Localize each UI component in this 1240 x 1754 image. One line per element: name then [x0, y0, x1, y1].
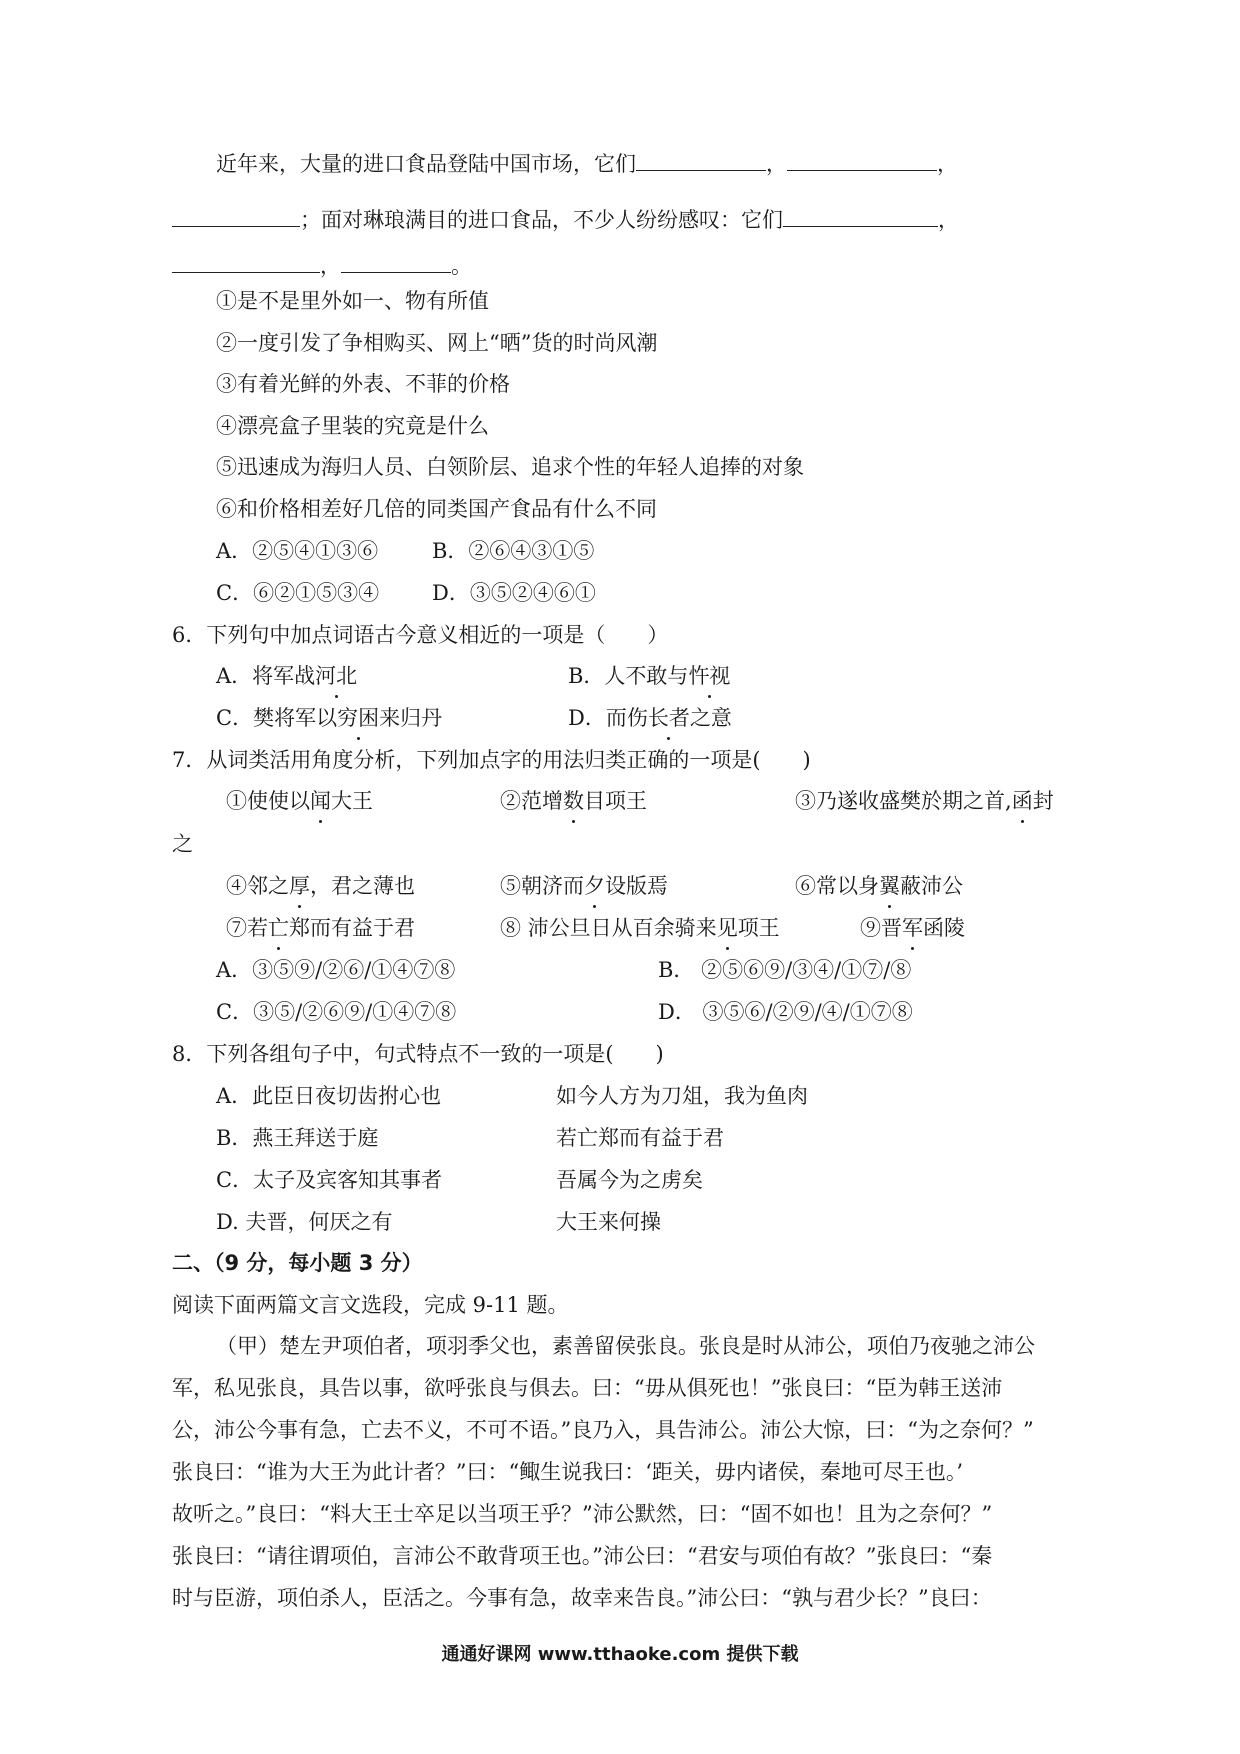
section-2-title: 二、（9 分，每小题 3 分） [172, 1251, 423, 1275]
q6-stem: 6．下列句中加点词语古今意义相近的一项是（ ） [172, 623, 669, 647]
blank-1 [636, 148, 766, 171]
q8-stem: 8．下列各组句子中，句式特点不一致的一项是( ) [172, 1042, 664, 1066]
q8-option-d-right: 大王来何操 [556, 1210, 661, 1234]
blank-5 [172, 250, 320, 273]
passage-line: 故听之。”良曰：“料大王士卒足以当项王乎？”沛公默然，曰：“固不如也！且为之奈何？” [172, 1502, 993, 1526]
q7-item-2: ②范增数目项王 [500, 786, 647, 816]
blank-4 [783, 204, 938, 227]
fill-item: ③有着光鲜的外表、不菲的价格 [216, 372, 510, 396]
q7-option-a: A．③⑤⑨/②⑥/①④⑦⑧ [216, 958, 456, 982]
passage-line: 军，私见张良，具告以事，欲呼张良与俱去。曰：“毋从俱死也！”张良曰：“臣为韩王送沛 [172, 1376, 1003, 1400]
fill-line-1: 近年来，大量的进口食品登陆中国市场，它们 ， ， [216, 148, 958, 179]
passage-line: 公，沛公今事有急，亡去不义，不可不语。”良乃入，具告沛公。沛公大惊，曰：“为之奈何？” [172, 1418, 1034, 1442]
fill-option-c: C．⑥②①⑤③④ [216, 581, 380, 605]
q7-option-c: C．③⑤/②⑥⑨/①④⑦⑧ [216, 1000, 457, 1024]
q7-item-7: ⑦若亡郑而有益于君 [226, 913, 415, 943]
fill-line-3: ， 。 [172, 250, 472, 281]
q7-item-5: ⑤朝济而夕设版焉 [500, 871, 668, 901]
section-2-intro: 阅读下面两篇文言文选段，完成 9-11 题。 [172, 1293, 569, 1317]
q7-item-9: ⑨晋军函陵 [860, 913, 965, 943]
q7-item-8: ⑧ 沛公旦日从百余骑来见项王 [500, 913, 780, 943]
q7-stem: 7．从词类活用角度分析，下列加点字的用法归类正确的一项是( ) [172, 748, 811, 772]
fill-option-a: A．②⑤④①③⑥ [216, 539, 379, 563]
fill-item: ④漂亮盒子里装的究竟是什么 [216, 414, 489, 438]
q6-option-b: B．人不敢与忤视 [568, 661, 730, 691]
q8-option-b-left: B．燕王拜送于庭 [216, 1126, 379, 1150]
q7-item-1: ①使使以闻大王 [226, 786, 373, 816]
fill-item: ⑤迅速成为海归人员、白领阶层、追求个性的年轻人追捧的对象 [216, 455, 804, 479]
blank-6 [341, 250, 451, 273]
q8-option-a-right: 如今人方为刀俎，我为鱼肉 [556, 1084, 808, 1108]
q7-item-3: ③乃遂收盛樊於期之首,函封 [795, 786, 1054, 816]
q8-option-b-right: 若亡郑而有益于君 [556, 1126, 724, 1150]
fill-option-b: B．②⑥④③①⑤ [432, 539, 595, 563]
passage-line: （甲）楚左尹项伯者，项羽季父也，素善留侯张良。张良是时从沛公，项伯乃夜驰之沛公 [216, 1334, 1035, 1358]
q8-option-c-left: C．太子及宾客知其事者 [216, 1168, 443, 1192]
passage-line: 时与臣游，项伯杀人，臣活之。今事有急，故幸来告良。”沛公曰：“孰与君少长？”良曰： [172, 1586, 992, 1610]
q7-option-d: D． ③⑤⑥/②⑨/④/①⑦⑧ [658, 1000, 913, 1024]
q6-option-c: C．樊将军以穷困来归丹 [216, 703, 442, 733]
q8-option-c-right: 吾属今为之虏矣 [556, 1168, 703, 1192]
passage-line: 张良曰：“请往谓项伯，言沛公不敢背项王也。”沛公曰：“君安与项伯有故？”张良曰：“秦 [172, 1544, 993, 1568]
fill-item: ①是不是里外如一、物有所值 [216, 289, 489, 313]
page-footer: 通通好课网 www.tthaoke.com 提供下载 [441, 1644, 799, 1665]
fill-item: ②一度引发了争相购买、网上“晒”货的时尚风潮 [216, 331, 658, 355]
q7-item-4: ④邻之厚，君之薄也 [226, 871, 415, 901]
q6-option-a: A．将军战河北 [216, 661, 357, 691]
q6-option-d: D．而伤长者之意 [568, 703, 732, 733]
passage-line: 张良曰：“谁为大王为此计者？”曰：“鲰生说我曰：‘距关，毋内诸侯，秦地可尽王也。’ [172, 1460, 964, 1484]
q7-option-b: B． ②⑤⑥⑨/③④/①⑦/⑧ [658, 958, 912, 982]
fill-option-d: D．③⑤②④⑥① [432, 581, 596, 605]
fill-line-2: ；面对琳琅满目的进口食品，不少人纷纷感叹：它们 ， [172, 204, 959, 235]
q8-option-d-left: D. 夫晋，何厌之有 [216, 1210, 393, 1234]
fill-item: ⑥和价格相差好几倍的同类国产食品有什么不同 [216, 497, 657, 521]
blank-2 [787, 148, 937, 171]
q7-item-6: ⑥常以身翼蔽沛公 [795, 871, 963, 901]
q7-item-3-continuation: 之 [172, 832, 193, 856]
blank-3 [172, 204, 300, 227]
q8-option-a-left: A．此臣日夜切齿拊心也 [216, 1084, 442, 1108]
